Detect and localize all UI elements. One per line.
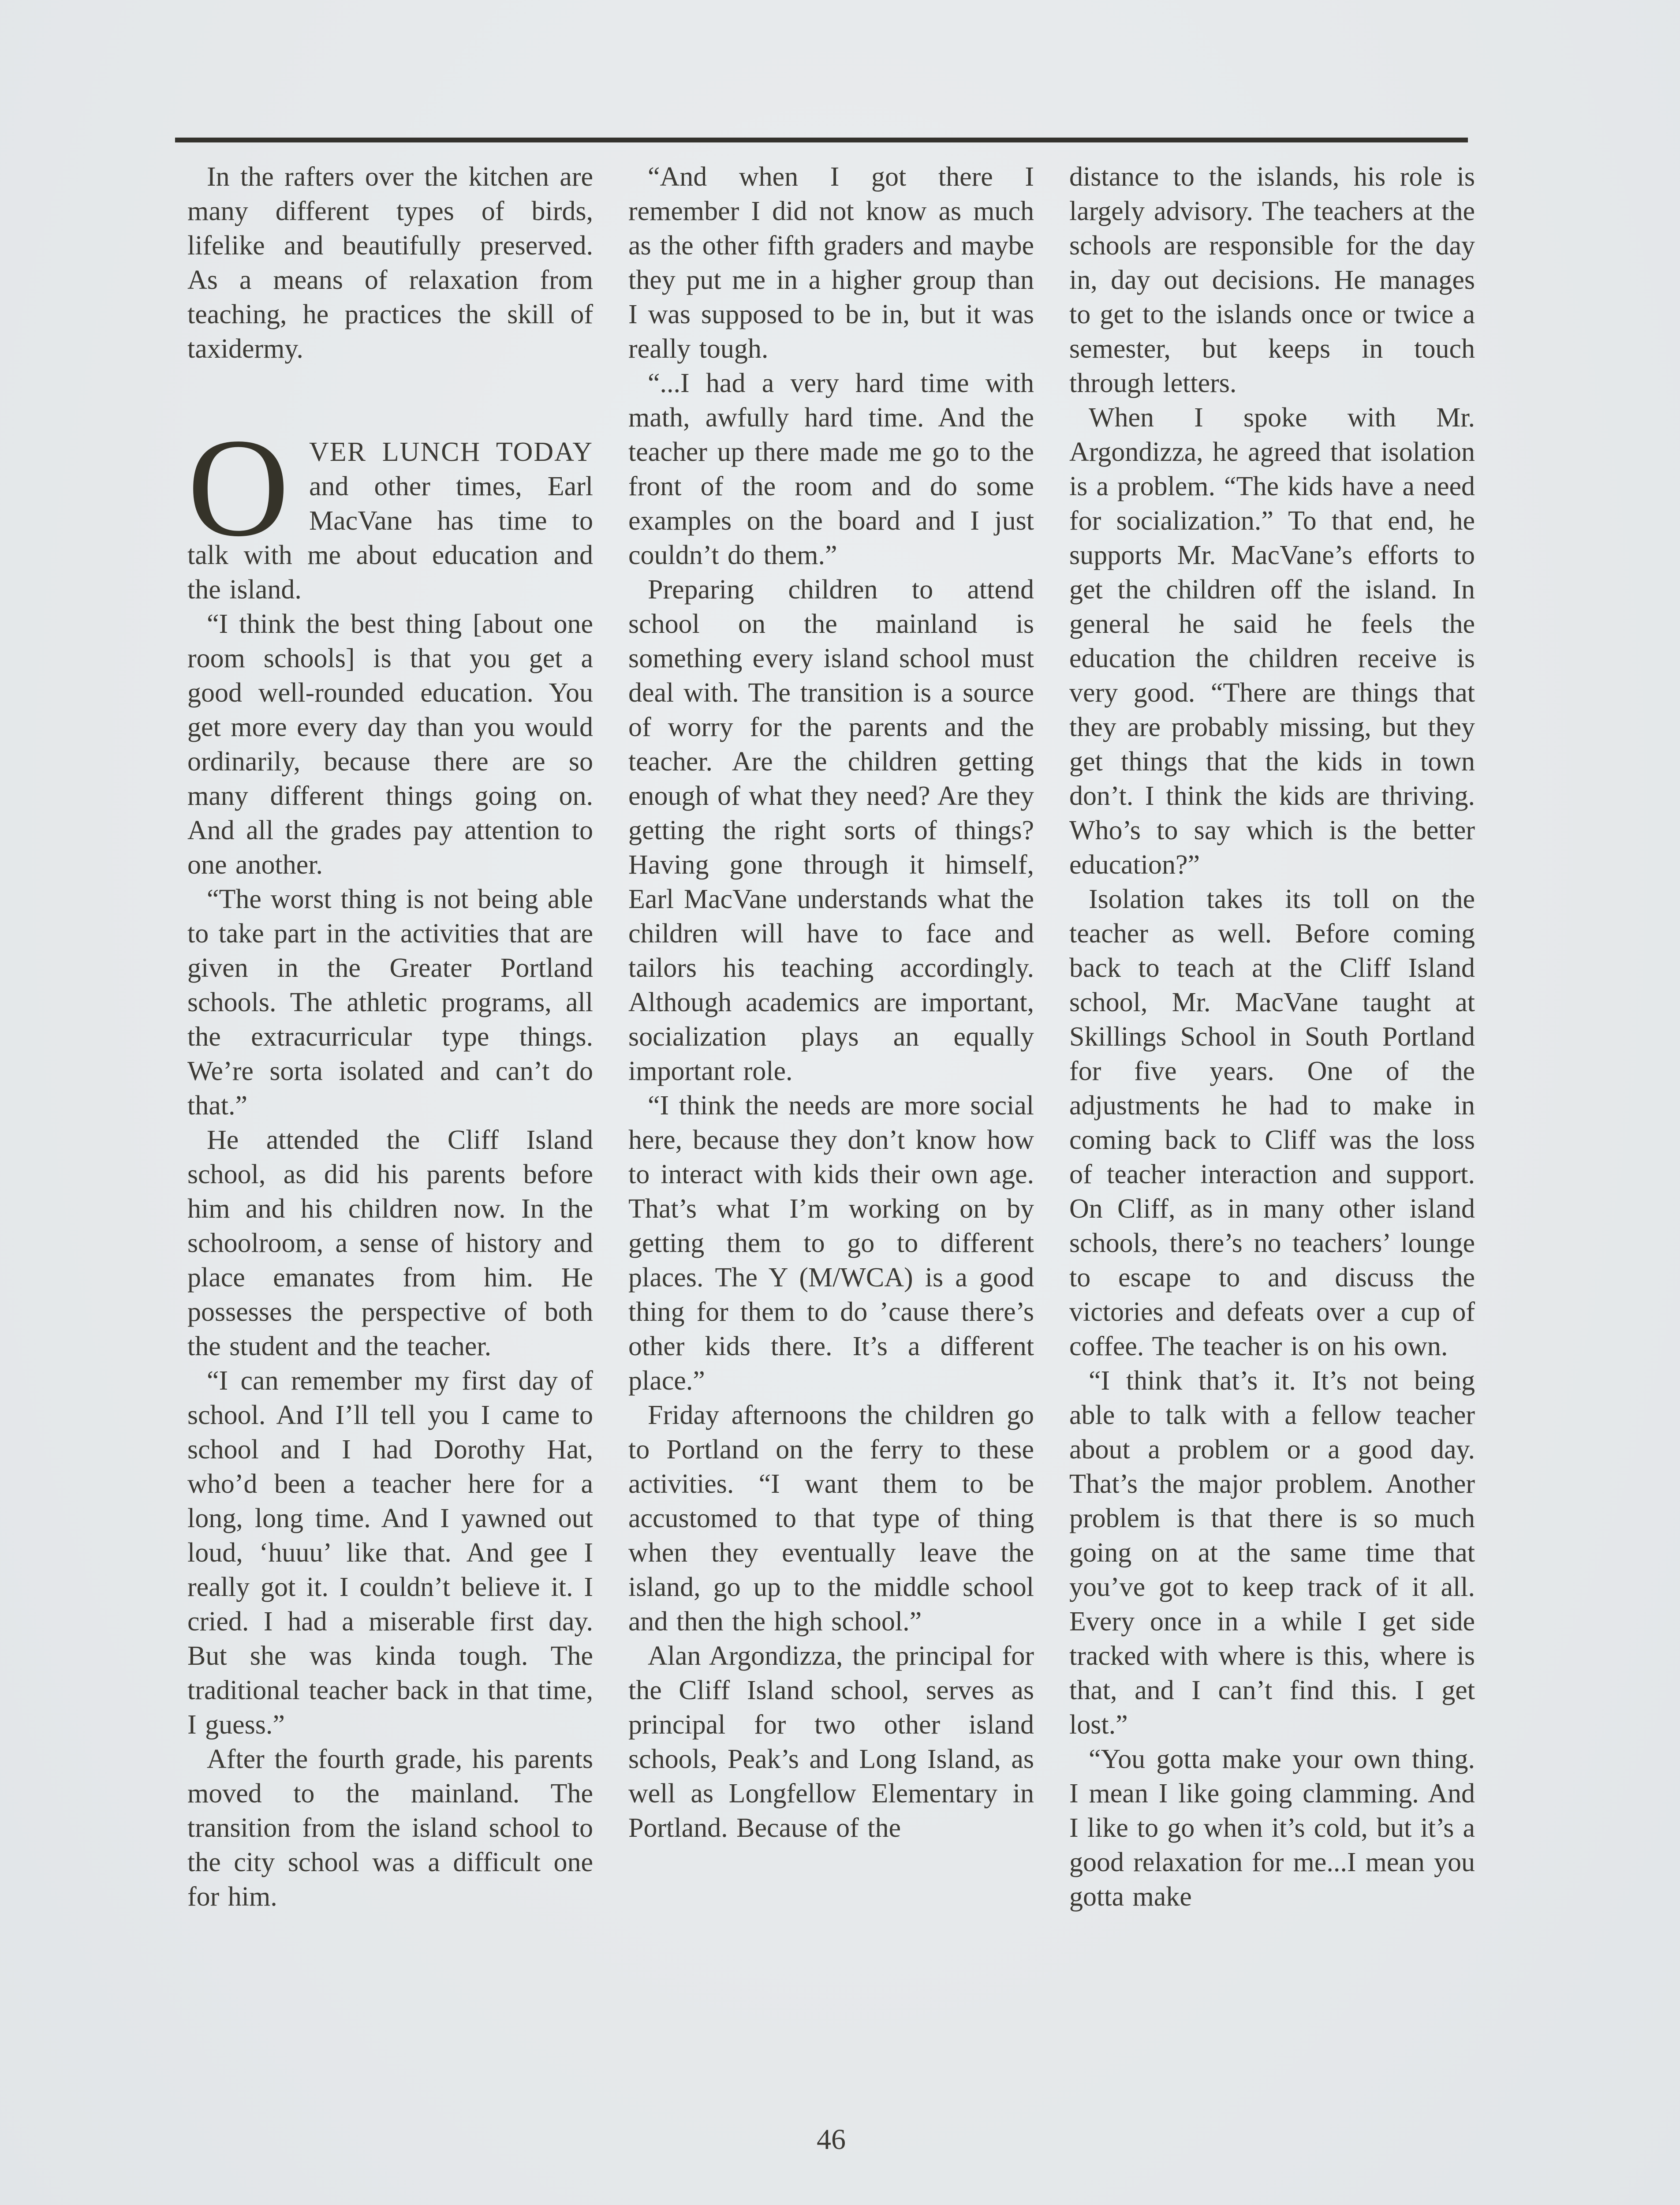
paragraph: He attended the Cliff Island school, as did his parents before him and his children now. In the schoolroom, a sense of history and place emanates from him. He possesses the perspective of both the student and the teacher.	[187, 1125, 593, 1361]
paragraph-dropcap	[187, 410, 593, 607]
paragraph: Preparing children to attend school on the mainland is something every island school must deal with. The transition is a source of worry for the parents and the teacher. Are the children getting enough of what they need? Are they getting the right sorts of things? Having gone through it himself, Earl MacVane understands what the children will have to face and tailors his teaching accordingly. Although academics are important, socialization plays an equally important role.	[628, 575, 1034, 1086]
top-rule	[175, 138, 1468, 142]
lead-in-caps: VER LUNCH TODAY	[309, 437, 593, 467]
paragraph: Isolation takes its toll on the teacher as well. Before coming back to teach at the Cliff Island school, Mr. MacVane taught at Skillings School in South Portland for five years. One of the adjustments he had to make in coming back to Cliff was the loss of teacher interaction and support. On Cliff, as in many other island schools, there’s no teachers’ lounge to escape to and discuss the victories and defeats over a cup of coffee. The teacher is on his own.	[1069, 884, 1475, 1361]
page-number: 46	[817, 2123, 846, 2156]
paragraph: “The worst thing is not being able to take part in the activities that are given in the Greater Portland schools. The athletic programs, all the extracurricular type things. We’re sorta isolated and can’t do that.”	[187, 884, 593, 1121]
paragraph: Alan Argondizza, the principal for the Cliff Island school, serves as principal for two other island schools, Peak’s and Long Island, as well as Longfellow Elementary in Portland. Because of the	[628, 1641, 1034, 1843]
drop-cap-letter: O	[187, 410, 290, 566]
article-columns	[187, 160, 1475, 1914]
column-3	[1069, 160, 1475, 1914]
paragraph: “I think that’s it. It’s not being able to talk with a fellow teacher about a problem or a good day. That’s the major problem. Another problem is that there is so much going on at the same time that you’ve got to keep track of it all. Every once in a while I get side tracked with where is this, where is that, and I can’t find this. I get lost.”	[1069, 1366, 1475, 1740]
paragraph: When I spoke with Mr. Argondizza, he agreed that isolation is a problem. “The kids have a need for socialization.” To that end, he supports Mr. MacVane’s efforts to get the children off the island. In general he said he feels the education the children receive is very good. “There are things that they are probably missing, but they get things that the kids in town don’t. I think the kids are thriving. Who’s to say which is the better education?”	[1069, 403, 1475, 880]
paragraph: In the rafters over the kitchen are many different types of birds, lifelike and beautifully preserved. As a means of relaxation from teaching, he practices the skill of taxidermy.	[187, 162, 593, 364]
drop-cap	[187, 410, 301, 566]
paragraph: Friday afternoons the children go to Portland on the ferry to these activities. “I want them to be accustomed to that type of thing when they eventually leave the island, go up to the middle school and then the high school.”	[628, 1400, 1034, 1637]
paragraph: “...I had a very hard time with math, awfully hard time. And the teacher up there made me go to the front of the room and do some examples on the board and I just couldn’t do them.”	[628, 368, 1034, 570]
column-2	[628, 160, 1034, 1914]
paragraph: “I think the needs are more social here, because they don’t know how to interact with kids their own age. That’s what I’m working on by getting them to go to different places. The Y (M/WCA) is a good thing for them to do ’cause there’s other kids there. It’s a different place.”	[628, 1091, 1034, 1396]
paragraph: distance to the islands, his role is largely advisory. The teachers at the schools are responsible for the day in, day out decisions. He manages to get to the islands once or twice a semester, but keeps in touch through letters.	[1069, 162, 1475, 398]
paragraph: After the fourth grade, his parents moved to the mainland. The transition from the island school to the city school was a difficult one for him.	[187, 1744, 593, 1912]
paragraph: “And when I got there I remember I did not know as much as the other fifth graders and maybe they put me in a higher group than I was supposed to be in, but it was really tough.	[628, 162, 1034, 364]
column-1	[187, 160, 593, 1914]
paragraph: “I think the best thing [about one room schools] is that you get a good well-rounded education. You get more every day than you would ordinarily, because there are so many different things going on. And all the grades pay attention to one another.	[187, 609, 593, 880]
paragraph: “I can remember my first day of school. And I’ll tell you I came to school and I had Dorothy Hat, who’d been a teacher here for a long, long time. And I yawned out loud, ‘huuu’ like that. And gee I really got it. I couldn’t believe it. I cried. I had a miserable first day. But she was kinda tough. The traditional teacher back in that time, I guess.”	[187, 1366, 593, 1740]
paragraph-text: and other times, Earl MacVane has time to talk with me about education and the island.	[187, 471, 593, 605]
paragraph: “You gotta make your own thing. I mean I like going clamming. And I like to go when it’s cold, but it’s a good relaxation for me...I mean you gotta make	[1069, 1744, 1475, 1912]
